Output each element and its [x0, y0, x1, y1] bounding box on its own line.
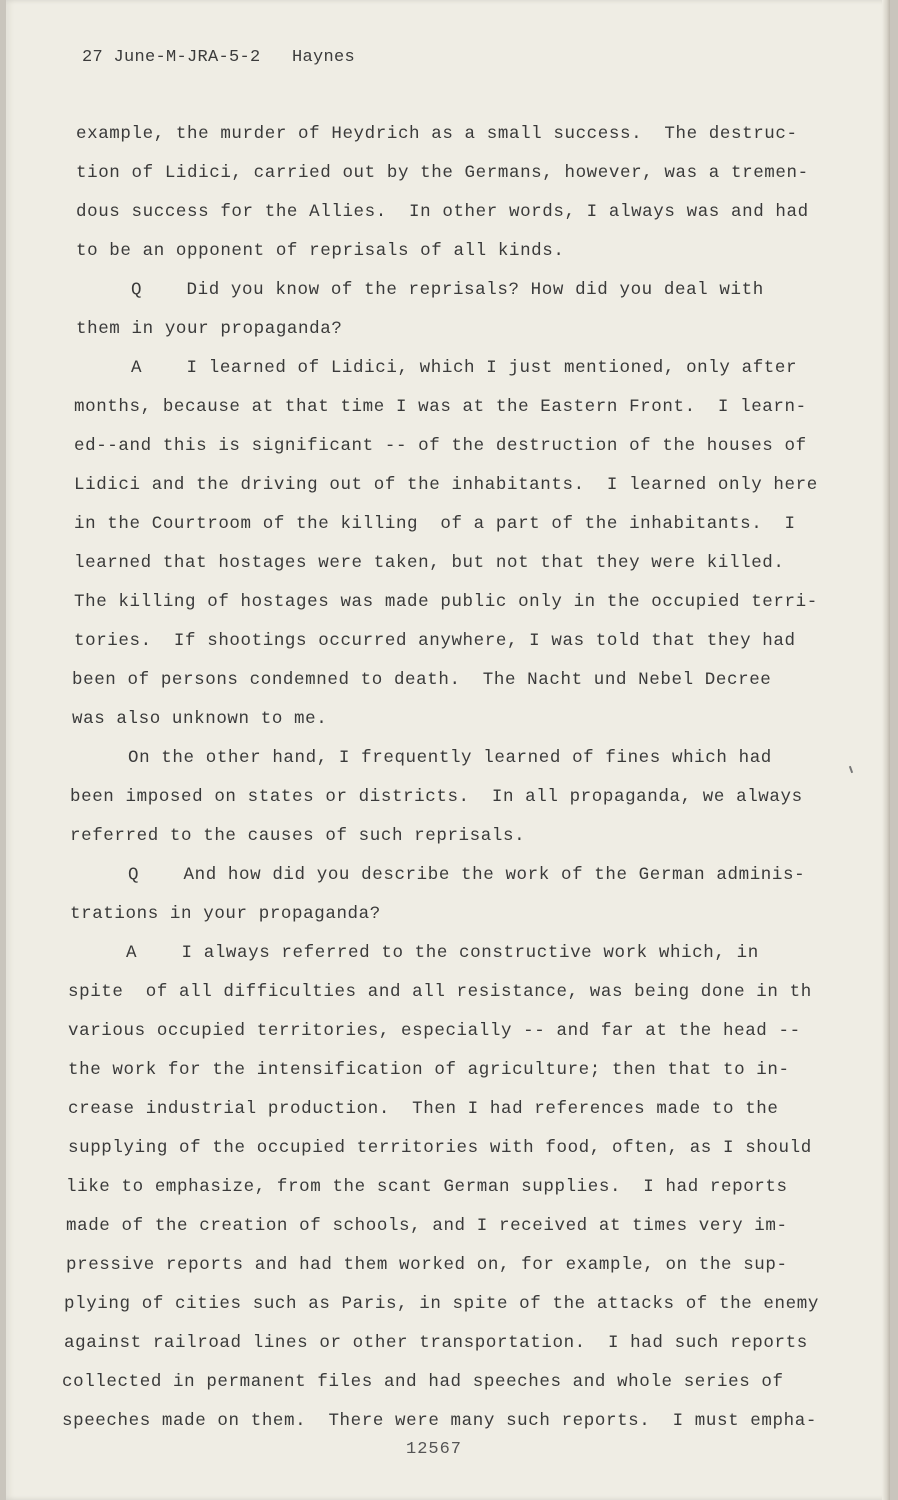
transcript-line: to be an opponent of reprisals of all kinds.: [76, 241, 565, 261]
transcript-line: was also unknown to me.: [72, 709, 328, 729]
page-edge-shadow: [882, 0, 890, 1500]
transcript-line: months, because at that time I was at the Eastern Front. I learn-: [74, 397, 807, 417]
transcript-line: learned that hostages were taken, but not that they were killed.: [74, 553, 785, 573]
page-number: 12567: [406, 1440, 463, 1459]
transcript-line: plying of cities such as Paris, in spite of the attacks of the enemy: [64, 1294, 819, 1314]
document-page: [6, 0, 890, 1500]
transcript-line: trations in your propaganda?: [70, 904, 381, 924]
transcript-line: tories. If shootings occurred anywhere, I was told that they had: [74, 631, 796, 651]
transcript-line: referred to the causes of such reprisals.: [70, 826, 526, 846]
transcript-line: crease industrial production. Then I had references made to the: [68, 1099, 779, 1119]
transcript-line: tion of Lidici, carried out by the Germans, however, was a tremen-: [76, 163, 809, 183]
transcript-line: various occupied territories, especially -- and far at the head --: [68, 1021, 801, 1041]
transcript-line: supplying of the occupied territories with food, often, as I should: [68, 1138, 812, 1158]
transcript-line: The killing of hostages was made public only in the occupied terri-: [74, 592, 818, 612]
transcript-line: speeches made on them. There were many such reports. I must empha-: [62, 1411, 817, 1431]
transcript-line: spite of all difficulties and all resistance, was being done in th: [68, 982, 812, 1002]
transcript-line: collected in permanent files and had speeches and whole series of: [62, 1372, 784, 1392]
transcript-line: like to emphasize, from the scant German supplies. I had reports: [66, 1177, 788, 1197]
transcript-line: pressive reports and had them worked on, for example, on the sup-: [66, 1255, 788, 1275]
transcript-line: against railroad lines or other transportation. I had such reports: [64, 1333, 808, 1353]
transcript-line: the work for the intensification of agriculture; then that to in-: [68, 1060, 790, 1080]
transcript-line: ed--and this is significant -- of the destruction of the houses of: [74, 436, 807, 456]
transcript-line: them in your propaganda?: [76, 319, 343, 339]
transcript-line: On the other hand, I frequently learned of fines which had: [128, 748, 772, 768]
transcript-line: A I always referred to the constructive work which, in: [126, 943, 759, 963]
transcript-line: in the Courtroom of the killing of a part of the inhabitants. I: [74, 514, 796, 534]
transcript-line: been imposed on states or districts. In all propaganda, we always: [70, 787, 803, 807]
transcript-line: made of the creation of schools, and I received at times very im-: [66, 1216, 788, 1236]
transcript-line: been of persons condemned to death. The Nacht und Nebel Decree: [72, 670, 772, 690]
page-header: 27 June-M-JRA-5-2 Haynes: [82, 48, 356, 67]
transcript-line: Lidici and the driving out of the inhabitants. I learned only here: [74, 475, 818, 495]
transcript-line: dous success for the Allies. In other words, I always was and had: [76, 202, 809, 222]
transcript-line: example, the murder of Heydrich as a small success. The destruc-: [76, 124, 798, 144]
transcript-line: Q Did you know of the reprisals? How did you deal with: [131, 280, 764, 300]
transcript-line: A I learned of Lidici, which I just mentioned, only after: [131, 358, 798, 378]
ink-mark: [849, 766, 853, 773]
transcript-line: Q And how did you describe the work of the German adminis-: [128, 865, 806, 885]
